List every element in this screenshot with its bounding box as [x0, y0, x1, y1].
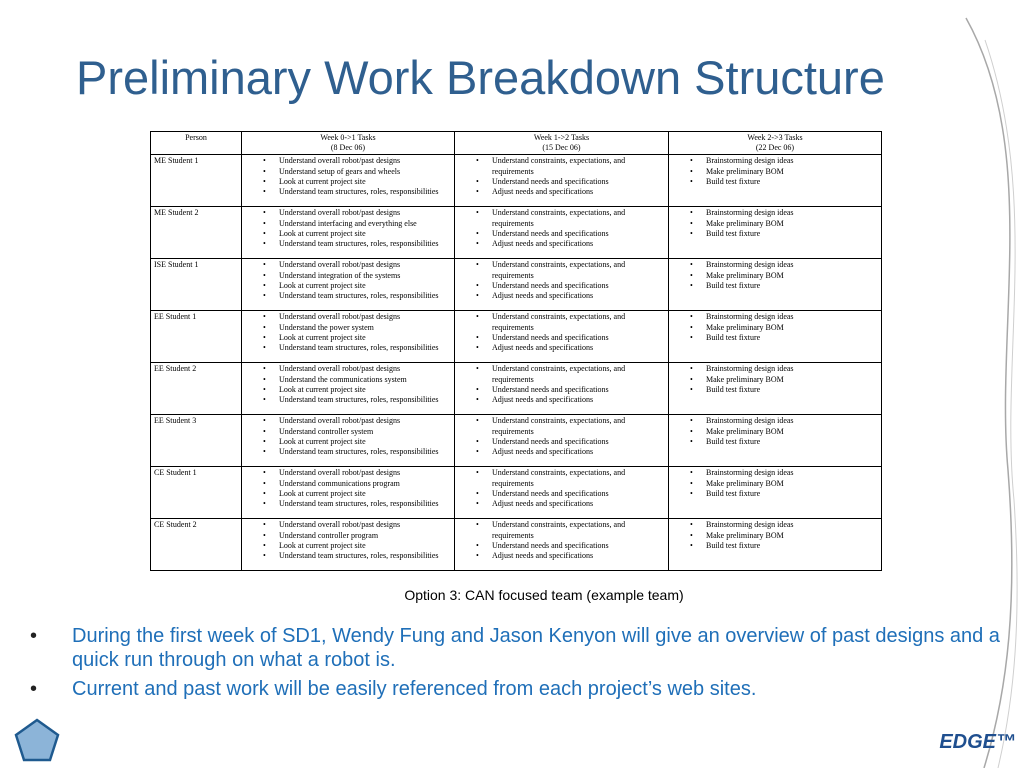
bullet-text: Current and past work will be easily referenced from each project’s web sites. — [72, 678, 757, 700]
task-item: • Understand needs and specifications — [458, 333, 665, 343]
task-item: • Understand constraints, expectations, and requirements — [458, 520, 665, 540]
task-list — [458, 416, 665, 457]
task-item: • Understand needs and specifications — [458, 489, 665, 499]
task-item: • Look at current project site — [245, 489, 451, 499]
brand-logo-text: EDGE™ — [939, 731, 1016, 753]
task-list — [458, 520, 665, 561]
task-cell-week1 — [242, 467, 455, 519]
task-item: • Understand team structures, roles, responsibilities — [245, 499, 451, 509]
task-item: • Make preliminary BOM — [672, 271, 878, 281]
bullet-icon: • — [30, 678, 38, 700]
task-item: • Understand needs and specifications — [458, 541, 665, 551]
task-item: • Understand constraints, expectations, and requirements — [458, 260, 665, 280]
task-item: • Understand constraints, expectations, and requirements — [458, 416, 665, 436]
task-list — [458, 364, 665, 405]
task-item: • Adjust needs and specifications — [458, 551, 665, 561]
header-person-label: Person — [185, 133, 207, 142]
task-item: • Make preliminary BOM — [672, 219, 878, 229]
bullet-icon: • — [30, 625, 38, 647]
task-list — [245, 156, 451, 197]
task-item: • Understand overall robot/past designs — [245, 260, 451, 270]
task-list — [245, 468, 451, 509]
header-week-1-2 — [455, 132, 669, 155]
table-row — [151, 311, 882, 363]
task-item: • Build test fixture — [672, 333, 878, 343]
task-item: • Adjust needs and specifications — [458, 187, 665, 197]
task-item: • Build test fixture — [672, 489, 878, 499]
task-item: • Make preliminary BOM — [672, 531, 878, 541]
task-item: • Brainstorming design ideas — [672, 416, 878, 426]
header-week-1-2-date: (15 Dec 06) — [542, 143, 581, 153]
task-cell-week3 — [669, 259, 882, 311]
task-cell-week3 — [669, 207, 882, 259]
header-week-0-1 — [242, 132, 455, 155]
task-item: • Brainstorming design ideas — [672, 364, 878, 374]
person-cell: CE Student 1 — [151, 467, 242, 519]
header-week-1-2-label: Week 1->2 Tasks — [533, 133, 590, 142]
slide-bullets — [30, 624, 1005, 706]
task-item: • Brainstorming design ideas — [672, 260, 878, 270]
task-cell-week2 — [455, 519, 669, 571]
task-item: • Make preliminary BOM — [672, 323, 878, 333]
task-item: • Brainstorming design ideas — [672, 520, 878, 530]
task-item: • Understand team structures, roles, responsibilities — [245, 551, 451, 561]
task-cell-week1 — [242, 519, 455, 571]
task-cell-week1 — [242, 207, 455, 259]
person-cell: EE Student 2 — [151, 363, 242, 415]
person-cell: ME Student 1 — [151, 155, 242, 207]
task-item: • Build test fixture — [672, 385, 878, 395]
task-item: • Brainstorming design ideas — [672, 156, 878, 166]
task-list — [458, 312, 665, 353]
table-caption: Option 3: CAN focused team (example team) — [404, 587, 684, 603]
task-cell-week2 — [455, 467, 669, 519]
task-item: • Adjust needs and specifications — [458, 499, 665, 509]
header-week-0-1-date: (8 Dec 06) — [330, 143, 366, 153]
task-item: • Adjust needs and specifications — [458, 239, 665, 249]
task-item: • Build test fixture — [672, 281, 878, 291]
task-item: • Look at current project site — [245, 281, 451, 291]
task-list — [672, 208, 878, 239]
task-item: • Adjust needs and specifications — [458, 447, 665, 457]
task-list — [245, 260, 451, 301]
header-person — [151, 132, 242, 155]
slide-title: Preliminary Work Breakdown Structure — [76, 51, 885, 104]
task-item: • Understand the communications system — [245, 375, 451, 385]
task-cell-week3 — [669, 311, 882, 363]
task-item: • Understand constraints, expectations, and requirements — [458, 208, 665, 228]
task-list — [458, 156, 665, 197]
task-item: • Brainstorming design ideas — [672, 208, 878, 218]
person-cell: ISE Student 1 — [151, 259, 242, 311]
task-item: • Understand overall robot/past designs — [245, 364, 451, 374]
task-item: • Understand needs and specifications — [458, 281, 665, 291]
task-cell-week1 — [242, 311, 455, 363]
task-list — [245, 364, 451, 405]
person-cell: CE Student 2 — [151, 519, 242, 571]
task-item: • Understand team structures, roles, responsibilities — [245, 395, 451, 405]
task-item: • Understand team structures, roles, responsibilities — [245, 447, 451, 457]
table-header-row — [151, 132, 882, 155]
task-item: • Look at current project site — [245, 385, 451, 395]
task-item: • Build test fixture — [672, 177, 878, 187]
person-cell: EE Student 3 — [151, 415, 242, 467]
task-item: • Make preliminary BOM — [672, 375, 878, 385]
task-cell-week2 — [455, 207, 669, 259]
task-item: • Understand constraints, expectations, and requirements — [458, 468, 665, 488]
table-row — [151, 259, 882, 311]
task-list — [672, 312, 878, 343]
table-row — [151, 207, 882, 259]
header-week-2-3-date: (22 Dec 06) — [755, 143, 795, 153]
task-list — [245, 312, 451, 353]
task-cell-week2 — [455, 311, 669, 363]
task-item: • Understand needs and specifications — [458, 437, 665, 447]
task-cell-week3 — [669, 467, 882, 519]
task-item: • Understand controller program — [245, 531, 451, 541]
header-week-2-3-label: Week 2->3 Tasks — [747, 133, 803, 142]
pentagon-shape — [16, 720, 58, 760]
task-item: • Make preliminary BOM — [672, 427, 878, 437]
task-item: • Understand team structures, roles, responsibilities — [245, 187, 451, 197]
task-cell-week2 — [455, 415, 669, 467]
task-cell-week1 — [242, 259, 455, 311]
table-row — [151, 519, 882, 571]
task-item: • Understand setup of gears and wheels — [245, 167, 451, 177]
task-item: • Look at current project site — [245, 177, 451, 187]
task-item: • Understand team structures, roles, responsibilities — [245, 291, 451, 301]
task-cell-week3 — [669, 155, 882, 207]
table-row — [151, 155, 882, 207]
task-cell-week3 — [669, 415, 882, 467]
task-item: • Understand needs and specifications — [458, 177, 665, 187]
person-cell: EE Student 1 — [151, 311, 242, 363]
task-item: • Understand overall robot/past designs — [245, 468, 451, 478]
task-item: • Brainstorming design ideas — [672, 468, 878, 478]
task-item: • Build test fixture — [672, 437, 878, 447]
task-cell-week1 — [242, 155, 455, 207]
bullet-text: During the first week of SD1, Wendy Fung and Jason Kenyon will give an overview of past designs and a quick run through on what a robot is. — [72, 625, 1000, 671]
task-cell-week2 — [455, 259, 669, 311]
table-row — [151, 415, 882, 467]
task-cell-week3 — [669, 363, 882, 415]
task-item: • Look at current project site — [245, 229, 451, 239]
task-item: • Make preliminary BOM — [672, 479, 878, 489]
task-item: • Understand overall robot/past designs — [245, 208, 451, 218]
task-item: • Understand overall robot/past designs — [245, 416, 451, 426]
task-list — [672, 260, 878, 291]
task-item: • Understand overall robot/past designs — [245, 156, 451, 166]
task-item: • Understand integration of the systems — [245, 271, 451, 281]
task-item: • Understand constraints, expectations, and requirements — [458, 364, 665, 384]
task-item: • Understand overall robot/past designs — [245, 520, 451, 530]
task-list — [458, 208, 665, 249]
task-list — [672, 416, 878, 447]
task-list — [245, 416, 451, 457]
task-item: • Look at current project site — [245, 333, 451, 343]
task-item: • Adjust needs and specifications — [458, 395, 665, 405]
task-cell-week1 — [242, 415, 455, 467]
task-item: • Understand team structures, roles, responsibilities — [245, 343, 451, 353]
task-item: • Build test fixture — [672, 229, 878, 239]
task-list — [458, 260, 665, 301]
table-row — [151, 363, 882, 415]
header-week-2-3 — [669, 132, 882, 155]
task-item: • Understand overall robot/past designs — [245, 312, 451, 322]
task-list — [672, 364, 878, 395]
table-body — [151, 155, 882, 571]
task-item: • Adjust needs and specifications — [458, 291, 665, 301]
task-list — [672, 156, 878, 187]
task-cell-week1 — [242, 363, 455, 415]
task-item: • Understand constraints, expectations, and requirements — [458, 312, 665, 332]
task-cell-week2 — [455, 155, 669, 207]
task-item: • Understand needs and specifications — [458, 229, 665, 239]
person-cell: ME Student 2 — [151, 207, 242, 259]
bullet-item — [30, 677, 1005, 701]
task-item: • Understand controller system — [245, 427, 451, 437]
task-item: • Build test fixture — [672, 541, 878, 551]
task-list — [458, 468, 665, 509]
task-item: • Look at current project site — [245, 541, 451, 551]
task-cell-week2 — [455, 363, 669, 415]
task-item: • Adjust needs and specifications — [458, 343, 665, 353]
task-item: • Understand interfacing and everything else — [245, 219, 451, 229]
task-list — [245, 520, 451, 561]
task-cell-week3 — [669, 519, 882, 571]
task-list — [245, 208, 451, 249]
task-item: • Understand team structures, roles, responsibilities — [245, 239, 451, 249]
bullet-item — [30, 624, 1005, 672]
pentagon-logo-icon — [13, 717, 61, 763]
task-item: • Understand the power system — [245, 323, 451, 333]
wbs-table — [150, 131, 882, 571]
task-list — [672, 468, 878, 499]
task-item: • Make preliminary BOM — [672, 167, 878, 177]
task-item: • Look at current project site — [245, 437, 451, 447]
header-week-0-1-label: Week 0->1 Tasks — [320, 133, 376, 142]
task-item: • Understand communications program — [245, 479, 451, 489]
task-item: • Brainstorming design ideas — [672, 312, 878, 322]
task-item: • Understand needs and specifications — [458, 385, 665, 395]
task-item: • Understand constraints, expectations, and requirements — [458, 156, 665, 176]
table-row — [151, 467, 882, 519]
task-list — [672, 520, 878, 551]
